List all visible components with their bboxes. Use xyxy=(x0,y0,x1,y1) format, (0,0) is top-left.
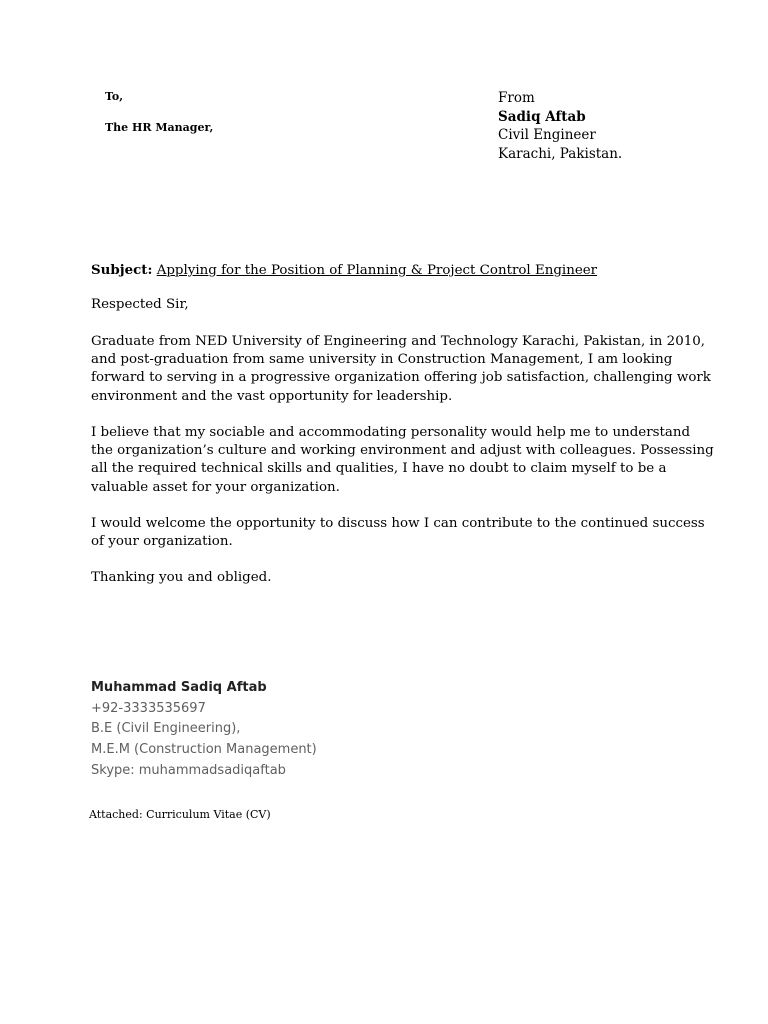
recipient-block xyxy=(105,90,213,134)
paragraph-personality xyxy=(91,424,714,497)
signature-phone: +92-3333535697 xyxy=(91,700,206,716)
signature-block xyxy=(91,678,317,782)
closing-line: Thanking you and obliged. xyxy=(91,570,272,585)
from-label: From xyxy=(498,90,535,106)
sender-location: Karachi, Pakistan. xyxy=(498,145,623,162)
subject-line xyxy=(91,261,691,280)
signature-degree-be: B.E (Civil Engineering), xyxy=(91,721,241,737)
paragraph-line: environment and the vast opportunity for leadership. xyxy=(91,388,453,404)
subject-label: Subject: xyxy=(91,262,153,278)
sender-block xyxy=(498,89,622,163)
sender-name: Sadiq Aftab xyxy=(498,108,586,125)
salutation: Respected Sir, xyxy=(91,297,189,312)
paragraph-education xyxy=(91,333,711,406)
paragraph-line: forward to serving in a progressive organization offering job satisfaction, challenging work xyxy=(91,370,711,386)
recipient-name: The HR Manager, xyxy=(105,121,214,134)
subject-text: Applying for the Position of Planning & Project Control Engineer xyxy=(156,263,598,278)
signature-name: Muhammad Sadiq Aftab xyxy=(91,680,267,695)
paragraph-line: and post-graduation from same university in Construction Management, I am looking xyxy=(91,352,673,368)
signature-skype: Skype: muhammadsadiqaftab xyxy=(91,762,286,778)
paragraph-line: Graduate from NED University of Engineering and Technology Karachi, Pakistan, in 2010, xyxy=(91,334,706,349)
paragraph-line: I would welcome the opportunity to discuss how I can contribute to the continued success xyxy=(91,516,705,531)
paragraph-closing-request xyxy=(91,515,705,551)
attachment-note: Attached: Curriculum Vitae (CV) xyxy=(89,808,271,821)
paragraph-line: of your organization. xyxy=(91,534,233,550)
paragraph-line: all the required technical skills and qualities, I have no doubt to claim myself to be a xyxy=(91,461,667,477)
sender-title: Civil Engineer xyxy=(498,127,596,143)
paragraph-line: the organization’s culture and working environment and adjust with colleagues. Possessing xyxy=(91,443,714,459)
signature-degree-mem: M.E.M (Construction Management) xyxy=(91,742,317,758)
to-label: To, xyxy=(105,90,124,103)
paragraph-line: I believe that my sociable and accommodating personality would help me to understand xyxy=(91,425,691,440)
paragraph-line: valuable asset for your organization. xyxy=(91,479,340,495)
